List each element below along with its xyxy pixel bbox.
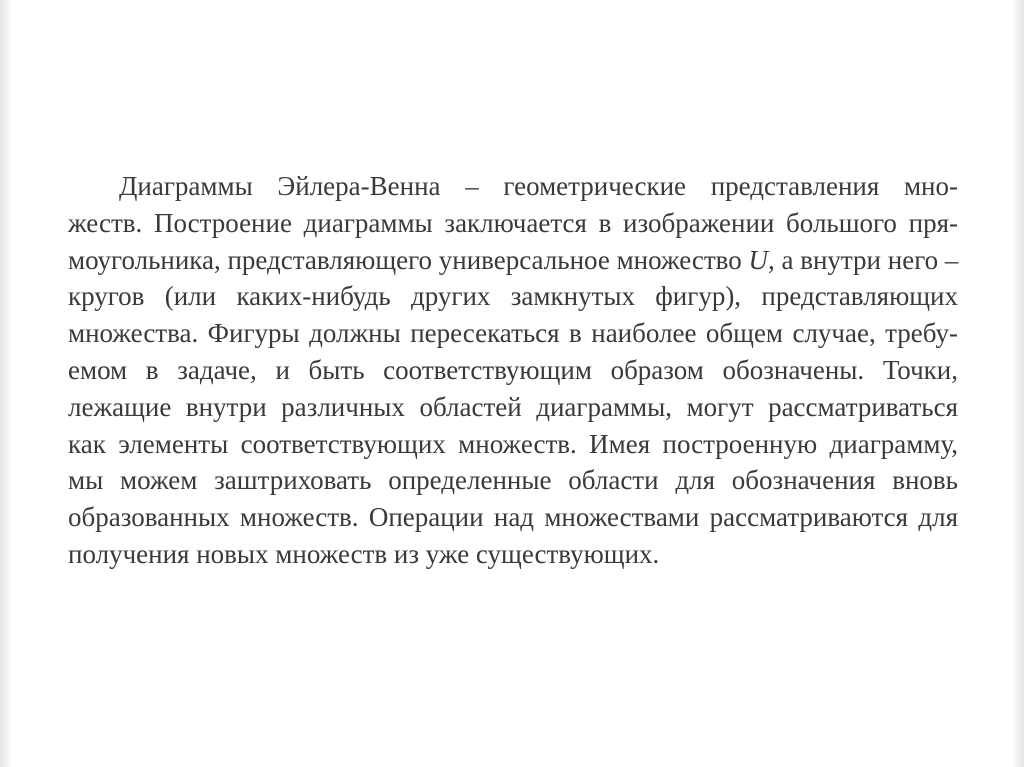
paragraph-line-3-end: , а внутри него – bbox=[768, 244, 959, 275]
paragraph-line-1: Диаграммы Эйлера-Венна – геометрические представления мно- bbox=[119, 171, 958, 201]
paragraph-line-2: жеств. Построение диаграммы заключается в изображении большого пря- bbox=[68, 207, 958, 238]
paragraph-line-5: множества. Фигуры должны пересекаться в наиболее общем случае, требу- bbox=[68, 318, 958, 349]
slide-right-edge-shadow bbox=[1012, 0, 1024, 767]
paragraph-line-7: лежащие внутри различных областей диаграммы, могут рассматриваться bbox=[68, 391, 958, 422]
slide-left-edge-shadow bbox=[0, 0, 12, 767]
paragraph-line-9: мы можем заштриховать определенные области для обозначения вновь bbox=[68, 465, 958, 496]
paragraph-line-8: как элементы соответствующих множеств. Имея построенную диаграмму, bbox=[68, 428, 958, 459]
universal-set-symbol: U bbox=[748, 244, 768, 275]
paragraph-line-6: емом в задаче, и быть соответствующим образом обозначены. Точки, bbox=[68, 354, 958, 385]
paragraph-line-10: образованных множеств. Операции над множествами рассматриваются для bbox=[68, 502, 958, 533]
body-paragraph bbox=[68, 168, 958, 573]
paragraph-line-4: кругов (или каких-нибудь других замкнутых фигур), представляющих bbox=[68, 281, 958, 312]
paragraph-line-11: получения новых множеств из уже существующих. bbox=[68, 538, 660, 569]
paragraph-line-3-start: моугольника, представляющего универсальное множество bbox=[68, 244, 749, 275]
paragraph-line-3 bbox=[68, 242, 958, 279]
